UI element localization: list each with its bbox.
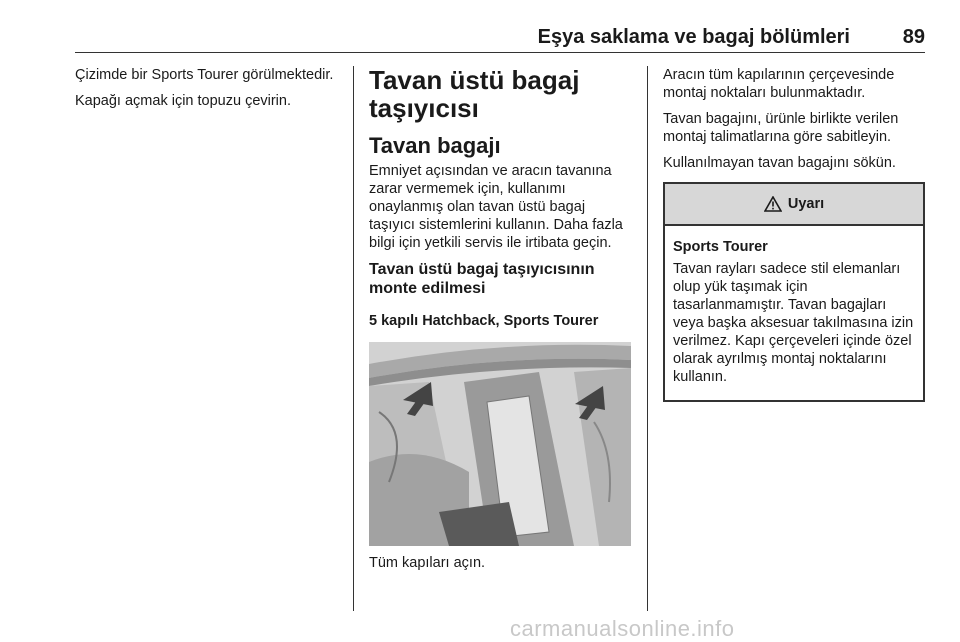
column-3 bbox=[663, 66, 925, 402]
paragraph: Çizimde bir Sports Tourer görülmektedir. bbox=[75, 67, 334, 83]
column-divider bbox=[647, 66, 648, 611]
paragraph: Tavan bagajını, ürünle birlikte verilen montaj talimatlarına göre sabitleyin. bbox=[663, 111, 899, 145]
warning-text: Tavan rayları sadece stil elemanları olup yük taşımak için tasarlanmamıştır. Tavan bagajları veya başka aksesuar takılmasına izin verilmez. Kapı çerçeveleri içinde özel olarak ayrılmış montaj noktalarını kullanın. bbox=[673, 261, 914, 385]
section-subtitle: Tavan bagajı bbox=[369, 133, 501, 158]
paragraph: Aracın tüm kapılarının çerçevesinde montaj noktaları bulunmaktadır. bbox=[663, 67, 895, 101]
paragraph: Emniyet açısından ve aracın tavanına zarar vermemek için, kullanımı onaylanmış olan tavan üstü bagaj taşıyıcı sistemlerini kullanın. Daha fazla bilgi için yetkili servis ile irtibata geçin. bbox=[369, 163, 623, 251]
roof-rack-illustration bbox=[369, 342, 631, 546]
warning-subtitle: Sports Tourer bbox=[673, 239, 768, 255]
variant-label: 5 kapılı Hatchback, Sports Tourer bbox=[369, 313, 599, 329]
paragraph: Kapağı açmak için topuzu çevirin. bbox=[75, 93, 291, 109]
column-divider bbox=[353, 66, 354, 611]
figure-caption: Tüm kapıları açın. bbox=[369, 555, 486, 571]
watermark: carmanualsonline.info bbox=[510, 616, 735, 641]
column-2 bbox=[369, 66, 631, 580]
warning-triangle-icon bbox=[764, 196, 782, 212]
paragraph: Kullanılmayan tavan bagajını sökün. bbox=[663, 155, 896, 171]
warning-title: Uyarı bbox=[787, 196, 825, 212]
page-header bbox=[75, 26, 925, 48]
page-number: 89 bbox=[902, 26, 925, 48]
header-divider bbox=[75, 52, 925, 53]
warning-header bbox=[665, 184, 923, 226]
subsection-heading: Tavan üstü bagaj taşıyıcısının monte edilmesi bbox=[369, 261, 595, 297]
header-title: Eşya saklama ve bagaj bölümleri bbox=[537, 26, 850, 48]
section-title: Tavan üstü bagaj taşıyıcısı bbox=[369, 65, 580, 123]
warning-box bbox=[663, 182, 925, 402]
column-1 bbox=[75, 66, 337, 118]
